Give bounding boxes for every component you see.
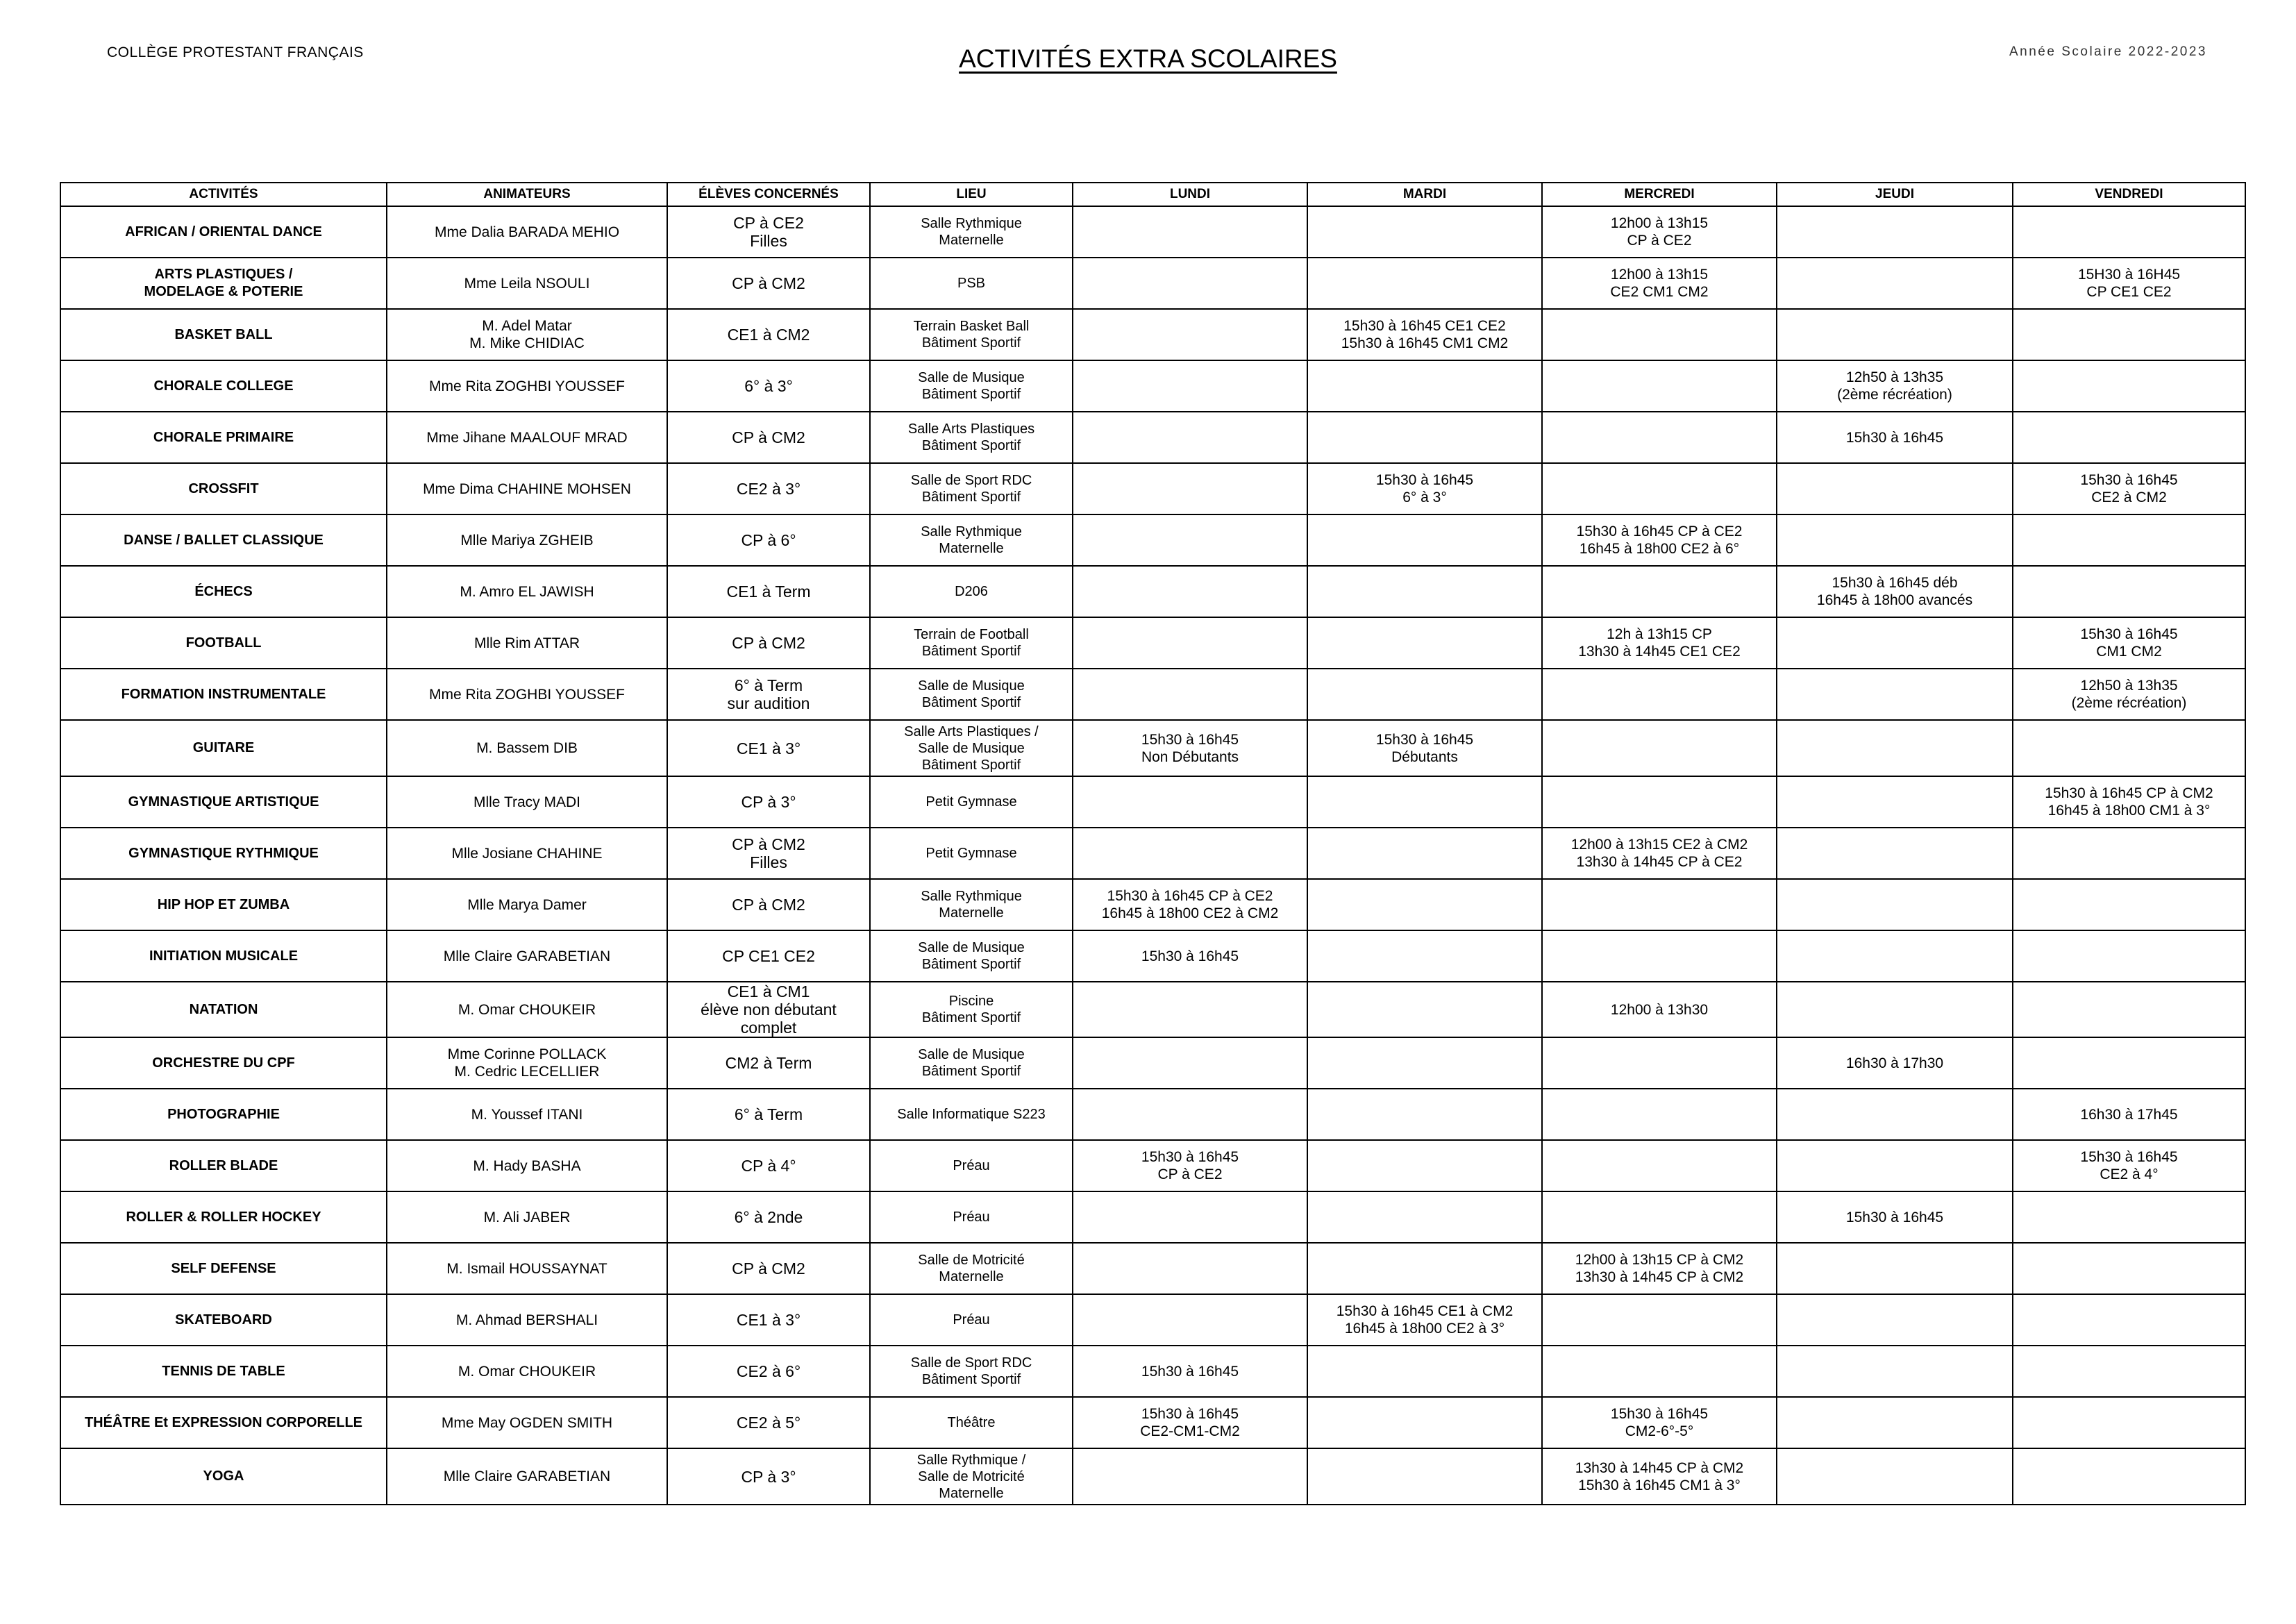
cell-friday <box>2013 412 2245 463</box>
column-header-animator: ANIMATEURS <box>387 183 667 206</box>
cell-tuesday <box>1307 1037 1542 1089</box>
cell-tuesday <box>1307 1243 1542 1294</box>
table-row <box>60 360 2245 412</box>
cell-location: Salle Arts Plastiques Bâtiment Sportif <box>870 412 1073 463</box>
table-row <box>60 258 2245 309</box>
cell-monday <box>1073 360 1307 412</box>
cell-location: Préau <box>870 1191 1073 1243</box>
cell-wednesday <box>1542 720 1777 776</box>
cell-activity: THÉÂTRE Et EXPRESSION CORPORELLE <box>60 1397 387 1448</box>
cell-tuesday <box>1307 514 1542 566</box>
cell-tuesday <box>1307 617 1542 669</box>
column-header-monday: LUNDI <box>1073 183 1307 206</box>
cell-students: CP à CM2 <box>667 1243 870 1294</box>
cell-location: Salle de Musique Bâtiment Sportif <box>870 669 1073 720</box>
table-row <box>60 1294 2245 1346</box>
cell-thursday <box>1777 982 2013 1037</box>
cell-students: CP à CM2 <box>667 879 870 930</box>
cell-activity: NATATION <box>60 982 387 1037</box>
cell-tuesday <box>1307 669 1542 720</box>
cell-thursday <box>1777 930 2013 982</box>
cell-monday <box>1073 566 1307 617</box>
cell-animator: Mlle Marya Damer <box>387 879 667 930</box>
cell-animator: Mme Leila NSOULI <box>387 258 667 309</box>
cell-animator: Mlle Josiane CHAHINE <box>387 828 667 879</box>
cell-location: Salle Rythmique Maternelle <box>870 514 1073 566</box>
cell-thursday <box>1777 720 2013 776</box>
cell-friday <box>2013 1191 2245 1243</box>
table-row <box>60 879 2245 930</box>
cell-location: D206 <box>870 566 1073 617</box>
cell-animator: Mlle Rim ATTAR <box>387 617 667 669</box>
cell-thursday <box>1777 463 2013 514</box>
cell-animator: M. Ismail HOUSSAYNAT <box>387 1243 667 1294</box>
table-row <box>60 930 2245 982</box>
cell-activity: BASKET BALL <box>60 309 387 360</box>
cell-thursday <box>1777 1243 2013 1294</box>
cell-animator: M. Amro EL JAWISH <box>387 566 667 617</box>
cell-activity: DANSE / BALLET CLASSIQUE <box>60 514 387 566</box>
cell-wednesday <box>1542 360 1777 412</box>
cell-wednesday <box>1542 669 1777 720</box>
cell-monday: 15h30 à 16h45 CP à CE2 <box>1073 1140 1307 1191</box>
cell-monday <box>1073 1294 1307 1346</box>
cell-students: CE1 à CM2 <box>667 309 870 360</box>
cell-friday <box>2013 828 2245 879</box>
cell-monday <box>1073 776 1307 828</box>
cell-friday <box>2013 1243 2245 1294</box>
cell-students: CE1 à 3° <box>667 720 870 776</box>
cell-monday <box>1073 412 1307 463</box>
cell-wednesday <box>1542 1294 1777 1346</box>
cell-activity: YOGA <box>60 1448 387 1505</box>
table-row <box>60 1140 2245 1191</box>
cell-thursday: 12h50 à 13h35 (2ème récréation) <box>1777 360 2013 412</box>
cell-students: CE1 à CM1 élève non débutant complet <box>667 982 870 1037</box>
table-row <box>60 1243 2245 1294</box>
cell-activity: GYMNASTIQUE ARTISTIQUE <box>60 776 387 828</box>
cell-students: CP à 3° <box>667 776 870 828</box>
cell-students: CM2 à Term <box>667 1037 870 1089</box>
cell-students: CP à CM2 <box>667 412 870 463</box>
table-row <box>60 206 2245 258</box>
cell-wednesday: 12h à 13h15 CP 13h30 à 14h45 CE1 CE2 <box>1542 617 1777 669</box>
cell-thursday: 15h30 à 16h45 <box>1777 1191 2013 1243</box>
cell-wednesday <box>1542 776 1777 828</box>
cell-students: CP CE1 CE2 <box>667 930 870 982</box>
table-row <box>60 1397 2245 1448</box>
cell-animator: Mme May OGDEN SMITH <box>387 1397 667 1448</box>
cell-tuesday <box>1307 982 1542 1037</box>
cell-friday <box>2013 360 2245 412</box>
cell-students: CP à 3° <box>667 1448 870 1505</box>
cell-tuesday <box>1307 1089 1542 1140</box>
cell-activity: PHOTOGRAPHIE <box>60 1089 387 1140</box>
table-row <box>60 1346 2245 1397</box>
cell-tuesday <box>1307 206 1542 258</box>
page-title: ACTIVITÉS EXTRA SCOLAIRES <box>959 44 1337 73</box>
cell-location: Salle de Sport RDC Bâtiment Sportif <box>870 1346 1073 1397</box>
cell-thursday <box>1777 879 2013 930</box>
cell-friday <box>2013 206 2245 258</box>
cell-activity: HIP HOP ET ZUMBA <box>60 879 387 930</box>
cell-friday <box>2013 982 2245 1037</box>
cell-students: CP à CE2 Filles <box>667 206 870 258</box>
cell-thursday <box>1777 1397 2013 1448</box>
cell-thursday <box>1777 309 2013 360</box>
table-row <box>60 776 2245 828</box>
cell-monday: 15h30 à 16h45 <box>1073 930 1307 982</box>
cell-activity: CROSSFIT <box>60 463 387 514</box>
cell-location: Préau <box>870 1140 1073 1191</box>
cell-activity: ORCHESTRE DU CPF <box>60 1037 387 1089</box>
cell-location: Salle Rythmique / Salle de Motricité Maternelle <box>870 1448 1073 1505</box>
cell-tuesday: 15h30 à 16h45 6° à 3° <box>1307 463 1542 514</box>
cell-activity: SKATEBOARD <box>60 1294 387 1346</box>
cell-friday <box>2013 1346 2245 1397</box>
cell-monday <box>1073 1191 1307 1243</box>
cell-thursday <box>1777 1346 2013 1397</box>
column-header-students: ÉLÈVES CONCERNÉS <box>667 183 870 206</box>
cell-activity: AFRICAN / ORIENTAL DANCE <box>60 206 387 258</box>
cell-location: Salle de Musique Bâtiment Sportif <box>870 360 1073 412</box>
cell-students: CE2 à 3° <box>667 463 870 514</box>
cell-activity: FOOTBALL <box>60 617 387 669</box>
cell-thursday <box>1777 776 2013 828</box>
cell-location: Préau <box>870 1294 1073 1346</box>
table-row <box>60 463 2245 514</box>
cell-location: Salle Rythmique Maternelle <box>870 206 1073 258</box>
cell-location: PSB <box>870 258 1073 309</box>
cell-tuesday <box>1307 360 1542 412</box>
cell-animator: Mme Dalia BARADA MEHIO <box>387 206 667 258</box>
cell-animator: M. Bassem DIB <box>387 720 667 776</box>
cell-students: CE1 à 3° <box>667 1294 870 1346</box>
table-row <box>60 828 2245 879</box>
cell-location: Terrain Basket Ball Bâtiment Sportif <box>870 309 1073 360</box>
table-row <box>60 669 2245 720</box>
table-row <box>60 309 2245 360</box>
cell-activity: GYMNASTIQUE RYTHMIQUE <box>60 828 387 879</box>
cell-friday <box>2013 566 2245 617</box>
table-row <box>60 412 2245 463</box>
cell-monday <box>1073 617 1307 669</box>
cell-monday <box>1073 1089 1307 1140</box>
cell-wednesday <box>1542 1140 1777 1191</box>
cell-tuesday <box>1307 258 1542 309</box>
cell-wednesday <box>1542 309 1777 360</box>
table-row <box>60 1191 2245 1243</box>
cell-animator: Mlle Claire GARABETIAN <box>387 1448 667 1505</box>
cell-monday <box>1073 206 1307 258</box>
cell-friday <box>2013 309 2245 360</box>
cell-monday <box>1073 669 1307 720</box>
column-header-friday: VENDREDI <box>2013 183 2245 206</box>
cell-students: CP à 4° <box>667 1140 870 1191</box>
cell-thursday: 15h30 à 16h45 déb 16h45 à 18h00 avancés <box>1777 566 2013 617</box>
cell-animator: Mlle Mariya ZGHEIB <box>387 514 667 566</box>
table-row <box>60 1448 2245 1505</box>
cell-wednesday <box>1542 566 1777 617</box>
cell-thursday <box>1777 669 2013 720</box>
cell-animator: M. Ali JABER <box>387 1191 667 1243</box>
cell-animator: M. Omar CHOUKEIR <box>387 982 667 1037</box>
cell-wednesday <box>1542 930 1777 982</box>
cell-tuesday <box>1307 776 1542 828</box>
cell-monday <box>1073 463 1307 514</box>
cell-wednesday: 12h00 à 13h15 CP à CE2 <box>1542 206 1777 258</box>
cell-location: Salle de Musique Bâtiment Sportif <box>870 1037 1073 1089</box>
cell-students: CP à 6° <box>667 514 870 566</box>
table-row <box>60 720 2245 776</box>
cell-animator: M. Omar CHOUKEIR <box>387 1346 667 1397</box>
cell-animator: M. Ahmad BERSHALI <box>387 1294 667 1346</box>
cell-location: Salle Rythmique Maternelle <box>870 879 1073 930</box>
cell-thursday: 16h30 à 17h30 <box>1777 1037 2013 1089</box>
table-header-row <box>60 183 2245 206</box>
cell-activity: CHORALE COLLEGE <box>60 360 387 412</box>
cell-location: Salle de Musique Bâtiment Sportif <box>870 930 1073 982</box>
cell-monday: 15h30 à 16h45 CP à CE2 16h45 à 18h00 CE2 à CM2 <box>1073 879 1307 930</box>
cell-tuesday: 15h30 à 16h45 Débutants <box>1307 720 1542 776</box>
cell-wednesday: 15h30 à 16h45 CP à CE2 16h45 à 18h00 CE2 à 6° <box>1542 514 1777 566</box>
cell-friday: 15h30 à 16h45 CE2 à 4° <box>2013 1140 2245 1191</box>
cell-wednesday <box>1542 879 1777 930</box>
column-header-thursday: JEUDI <box>1777 183 2013 206</box>
cell-students: CE2 à 5° <box>667 1397 870 1448</box>
cell-friday: 15h30 à 16h45 CE2 à CM2 <box>2013 463 2245 514</box>
cell-wednesday <box>1542 412 1777 463</box>
cell-animator: Mme Dima CHAHINE MOHSEN <box>387 463 667 514</box>
cell-friday <box>2013 1448 2245 1505</box>
cell-activity: ARTS PLASTIQUES / MODELAGE & POTERIE <box>60 258 387 309</box>
cell-tuesday <box>1307 828 1542 879</box>
cell-activity: ROLLER BLADE <box>60 1140 387 1191</box>
cell-tuesday <box>1307 1397 1542 1448</box>
cell-wednesday <box>1542 1037 1777 1089</box>
cell-monday <box>1073 982 1307 1037</box>
cell-animator: Mme Rita ZOGHBI YOUSSEF <box>387 360 667 412</box>
cell-monday: 15h30 à 16h45 CE2-CM1-CM2 <box>1073 1397 1307 1448</box>
cell-students: 6° à 3° <box>667 360 870 412</box>
cell-activity: GUITARE <box>60 720 387 776</box>
column-header-location: LIEU <box>870 183 1073 206</box>
cell-wednesday <box>1542 1191 1777 1243</box>
cell-students: CP à CM2 Filles <box>667 828 870 879</box>
cell-location: Terrain de Football Bâtiment Sportif <box>870 617 1073 669</box>
cell-monday <box>1073 1448 1307 1505</box>
cell-thursday <box>1777 1140 2013 1191</box>
cell-activity: INITIATION MUSICALE <box>60 930 387 982</box>
cell-tuesday: 15h30 à 16h45 CE1 CE2 15h30 à 16h45 CM1 CM2 <box>1307 309 1542 360</box>
cell-wednesday <box>1542 463 1777 514</box>
activities-table <box>60 182 2246 1505</box>
cell-tuesday <box>1307 566 1542 617</box>
cell-location: Théâtre <box>870 1397 1073 1448</box>
cell-students: 6° à Term <box>667 1089 870 1140</box>
cell-animator: Mme Corinne POLLACK M. Cedric LECELLIER <box>387 1037 667 1089</box>
table-row <box>60 514 2245 566</box>
cell-tuesday <box>1307 412 1542 463</box>
cell-animator: Mme Jihane MAALOUF MRAD <box>387 412 667 463</box>
column-header-tuesday: MARDI <box>1307 183 1542 206</box>
cell-activity: SELF DEFENSE <box>60 1243 387 1294</box>
cell-friday <box>2013 720 2245 776</box>
cell-monday: 15h30 à 16h45 Non Débutants <box>1073 720 1307 776</box>
cell-activity: CHORALE PRIMAIRE <box>60 412 387 463</box>
cell-thursday <box>1777 617 2013 669</box>
cell-monday <box>1073 514 1307 566</box>
cell-thursday <box>1777 258 2013 309</box>
cell-wednesday: 12h00 à 13h15 CP à CM2 13h30 à 14h45 CP à CM2 <box>1542 1243 1777 1294</box>
cell-friday <box>2013 514 2245 566</box>
cell-animator: Mme Rita ZOGHBI YOUSSEF <box>387 669 667 720</box>
cell-tuesday <box>1307 930 1542 982</box>
school-name: COLLÈGE PROTESTANT FRANÇAIS <box>107 44 364 60</box>
cell-location: Petit Gymnase <box>870 828 1073 879</box>
cell-wednesday <box>1542 1089 1777 1140</box>
cell-activity: ÉCHECS <box>60 566 387 617</box>
table-row <box>60 1037 2245 1089</box>
cell-monday <box>1073 309 1307 360</box>
cell-monday: 15h30 à 16h45 <box>1073 1346 1307 1397</box>
cell-tuesday: 15h30 à 16h45 CE1 à CM2 16h45 à 18h00 CE2 à 3° <box>1307 1294 1542 1346</box>
cell-friday: 15h30 à 16h45 CM1 CM2 <box>2013 617 2245 669</box>
table-row <box>60 1089 2245 1140</box>
cell-location: Salle de Sport RDC Bâtiment Sportif <box>870 463 1073 514</box>
cell-friday: 12h50 à 13h35 (2ème récréation) <box>2013 669 2245 720</box>
cell-animator: M. Hady BASHA <box>387 1140 667 1191</box>
cell-friday <box>2013 1397 2245 1448</box>
cell-thursday <box>1777 1448 2013 1505</box>
cell-students: CP à CM2 <box>667 617 870 669</box>
cell-activity: FORMATION INSTRUMENTALE <box>60 669 387 720</box>
cell-location: Salle Informatique S223 <box>870 1089 1073 1140</box>
table-row <box>60 617 2245 669</box>
cell-students: CP à CM2 <box>667 258 870 309</box>
cell-tuesday <box>1307 1140 1542 1191</box>
cell-students: CE2 à 6° <box>667 1346 870 1397</box>
cell-friday: 15h30 à 16h45 CP à CM2 16h45 à 18h00 CM1 à 3° <box>2013 776 2245 828</box>
cell-tuesday <box>1307 1346 1542 1397</box>
cell-wednesday: 12h00 à 13h30 <box>1542 982 1777 1037</box>
cell-students: CE1 à Term <box>667 566 870 617</box>
cell-students: 6° à Term sur audition <box>667 669 870 720</box>
cell-location: Piscine Bâtiment Sportif <box>870 982 1073 1037</box>
cell-friday: 15H30 à 16H45 CP CE1 CE2 <box>2013 258 2245 309</box>
cell-activity: ROLLER & ROLLER HOCKEY <box>60 1191 387 1243</box>
cell-monday <box>1073 1037 1307 1089</box>
cell-tuesday <box>1307 879 1542 930</box>
cell-animator: Mlle Claire GARABETIAN <box>387 930 667 982</box>
cell-thursday <box>1777 828 2013 879</box>
cell-tuesday <box>1307 1448 1542 1505</box>
cell-animator: M. Adel Matar M. Mike CHIDIAC <box>387 309 667 360</box>
column-header-activity: ACTIVITÉS <box>60 183 387 206</box>
cell-friday <box>2013 1037 2245 1089</box>
cell-wednesday <box>1542 1346 1777 1397</box>
cell-monday <box>1073 258 1307 309</box>
cell-thursday <box>1777 1089 2013 1140</box>
cell-wednesday: 13h30 à 14h45 CP à CM2 15h30 à 16h45 CM1 à 3° <box>1542 1448 1777 1505</box>
table-row <box>60 566 2245 617</box>
cell-tuesday <box>1307 1191 1542 1243</box>
cell-animator: M. Youssef ITANI <box>387 1089 667 1140</box>
cell-animator: Mlle Tracy MADI <box>387 776 667 828</box>
cell-monday <box>1073 828 1307 879</box>
cell-friday <box>2013 1294 2245 1346</box>
cell-location: Petit Gymnase <box>870 776 1073 828</box>
cell-students: 6° à 2nde <box>667 1191 870 1243</box>
cell-wednesday: 15h30 à 16h45 CM2-6°-5° <box>1542 1397 1777 1448</box>
cell-location: Salle de Motricité Maternelle <box>870 1243 1073 1294</box>
cell-wednesday: 12h00 à 13h15 CE2 CM1 CM2 <box>1542 258 1777 309</box>
cell-thursday: 15h30 à 16h45 <box>1777 412 2013 463</box>
cell-friday <box>2013 879 2245 930</box>
cell-wednesday: 12h00 à 13h15 CE2 à CM2 13h30 à 14h45 CP à CE2 <box>1542 828 1777 879</box>
cell-friday <box>2013 930 2245 982</box>
cell-thursday <box>1777 514 2013 566</box>
school-year: Année Scolaire 2022-2023 <box>2009 44 2207 59</box>
cell-location: Salle Arts Plastiques / Salle de Musique Bâtiment Sportif <box>870 720 1073 776</box>
cell-activity: TENNIS DE TABLE <box>60 1346 387 1397</box>
cell-thursday <box>1777 1294 2013 1346</box>
table-row <box>60 982 2245 1037</box>
cell-monday <box>1073 1243 1307 1294</box>
column-header-wednesday: MERCREDI <box>1542 183 1777 206</box>
cell-friday: 16h30 à 17h45 <box>2013 1089 2245 1140</box>
cell-thursday <box>1777 206 2013 258</box>
